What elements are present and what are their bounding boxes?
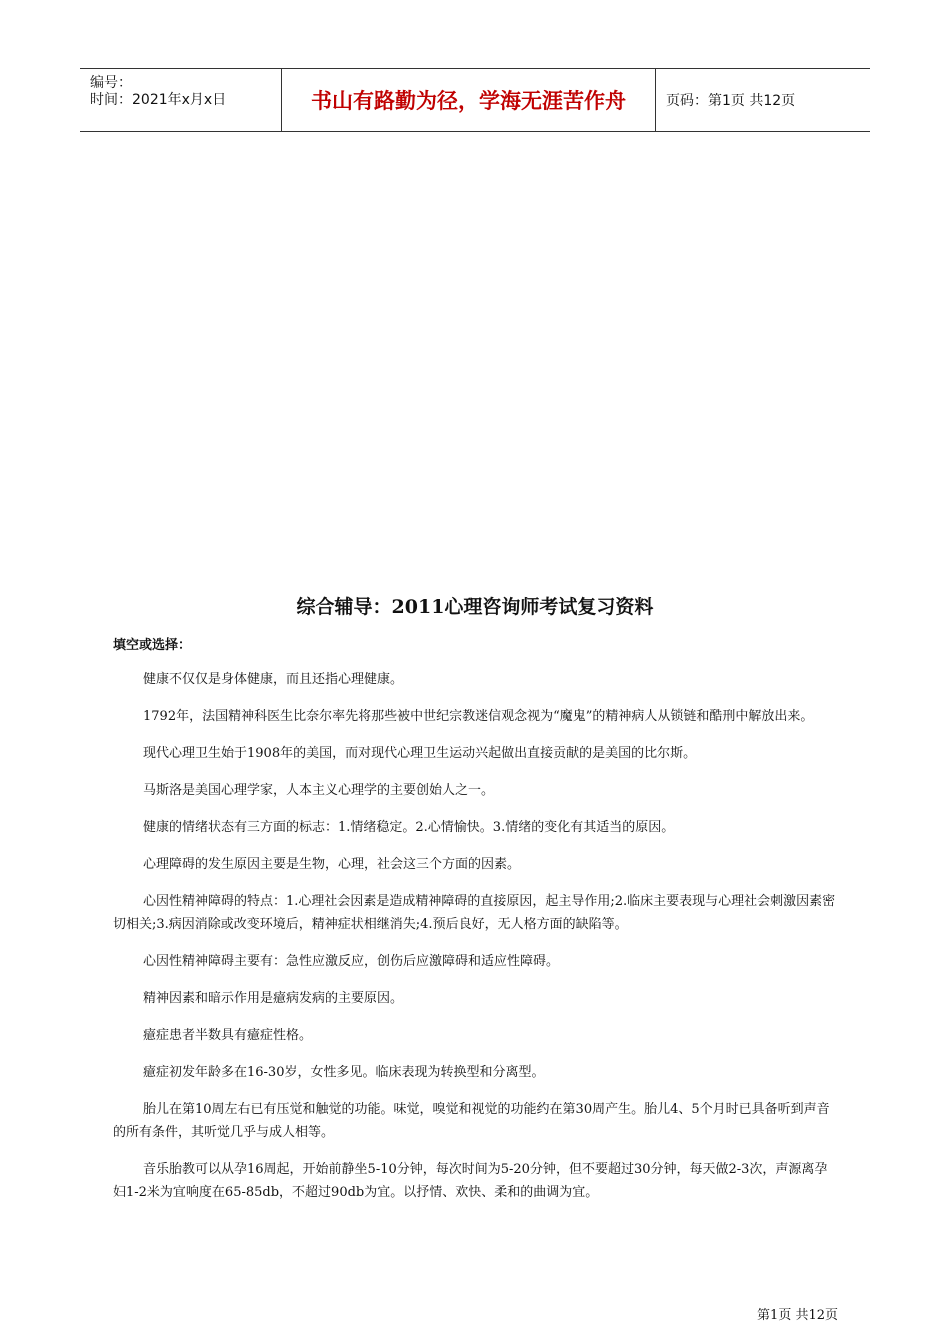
document-title: 综合辅导：2011心理咨询师考试复习资料 xyxy=(296,596,654,618)
header-meta xyxy=(80,69,282,131)
paragraph: 精神因素和暗示作用是癔病发病的主要原因。 xyxy=(143,991,404,1006)
section-heading: 填空或选择： xyxy=(113,638,192,653)
page-footer: 第1页 共12页 xyxy=(757,1308,838,1323)
paragraph: 现代心理卫生始于1908年的美国，而对现代心理卫生运动兴起做出直接贡献的是美国的比尔斯。 xyxy=(143,746,697,761)
paragraph: 健康不仅仅是身体健康，而且还指心理健康。 xyxy=(143,672,404,687)
paragraph: 心理障碍的发生原因主要是生物，心理，社会这三个方面的因素。 xyxy=(143,857,521,872)
paragraph: 胎儿在第10周左右已有压觉和触觉的功能。味觉，嗅觉和视觉的功能约在第30周产生。胎儿4、5个月时已具备听到声音的所有条件，其听觉几乎与成人相等。 xyxy=(113,1102,830,1140)
paragraph: 1792年，法国精神科医生比奈尔率先将那些被中世纪宗教迷信观念视为“魔鬼”的精神病人从锁链和酷刑中解放出来。 xyxy=(143,709,814,724)
paragraph: 马斯洛是美国心理学家，人本主义心理学的主要创始人之一。 xyxy=(143,783,495,798)
paragraph: 音乐胎教可以从孕16周起，开始前静坐5-10分钟，每次时间为5-20分钟，但不要超过30分钟，每天做2-3次，声源离孕妇1-2米为宜响度在65-85db，不超过90db为宜。以抒情、欢快、柔和的曲调为宜。 xyxy=(113,1162,828,1200)
paragraph: 癔症患者半数具有癔症性格。 xyxy=(143,1028,313,1043)
header-motto: 书山有路勤为径，学海无涯苦作舟 xyxy=(282,69,656,131)
paragraph: 心因性精神障碍的特点：1.心理社会因素是造成精神障碍的直接原因，起主导作用;2.临床主要表现与心理社会刺激因素密切相关;3.病因消除或改变环境后，精神症状相继消失;4.预后良好，无人格方面的缺陷等。 xyxy=(113,894,836,932)
document-time-label: 时间：2021年x月x日 xyxy=(90,92,227,108)
document-number-label: 编号： xyxy=(90,75,132,91)
document-body xyxy=(113,668,839,1218)
paragraph: 心因性精神障碍主要有：急性应激反应，创伤后应激障碍和适应性障碍。 xyxy=(143,954,560,969)
page-header xyxy=(80,68,870,132)
paragraph: 癔症初发年龄多在16-30岁，女性多见。临床表现为转换型和分离型。 xyxy=(143,1065,545,1080)
header-page-label: 页码：第1页 共12页 xyxy=(666,93,796,109)
paragraph: 健康的情绪状态有三方面的标志：1.情绪稳定。2.心情愉快。3.情绪的变化有其适当的原因。 xyxy=(143,820,675,835)
